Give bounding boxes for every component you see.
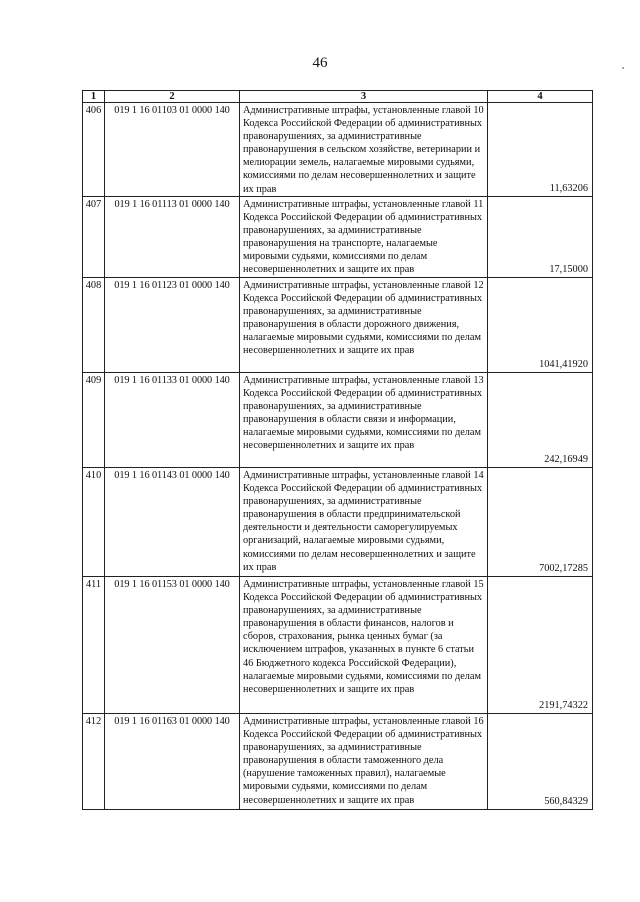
row-number: 409: [83, 373, 105, 468]
row-description: Административные штрафы, установленные главой 15 Кодекса Российской Федерации об административных правонарушениях, за административные правонарушения в области финансов, налогов и сборов, страхования, рынка ценных бумаг (за исключением штрафов, указанных в пункте 6 статьи 46 Бюджетного кодекса Российской Федерации), налагаемые мировыми судьями, комиссиями по делам несовершеннолетних и защите их прав: [240, 577, 488, 714]
row-number: 412: [83, 714, 105, 810]
row-amount: 560,84329: [488, 714, 593, 810]
table-row: [83, 197, 593, 278]
table-header: [83, 91, 593, 103]
header-col-2: 2: [105, 91, 240, 103]
scan-speck: [622, 67, 624, 69]
row-number: 408: [83, 278, 105, 373]
row-code: 019 1 16 01103 01 0000 140: [105, 103, 240, 197]
row-number: 410: [83, 468, 105, 577]
row-amount: 17,15000: [488, 197, 593, 278]
row-number: 406: [83, 103, 105, 197]
header-col-4: 4: [488, 91, 593, 103]
page-number: 46: [312, 55, 328, 71]
table-row: [83, 714, 593, 810]
row-amount: 2191,74322: [488, 577, 593, 714]
row-code: 019 1 16 01123 01 0000 140: [105, 278, 240, 373]
row-amount: 1041,41920: [488, 278, 593, 373]
row-amount: 7002,17285: [488, 468, 593, 577]
header-row: [83, 91, 593, 103]
row-number: 411: [83, 577, 105, 714]
table-row: [83, 278, 593, 373]
header-col-3: 3: [240, 91, 488, 103]
row-description: Административные штрафы, установленные главой 11 Кодекса Российской Федерации об административных правонарушениях, за административные правонарушения на транспорте, налагаемые мировыми судьями, комиссиями по делам несовершеннолетних и защите их прав: [240, 197, 488, 278]
table-row: [83, 103, 593, 197]
row-description: Административные штрафы, установленные главой 12 Кодекса Российской Федерации об административных правонарушениях, за административные правонарушения в области дорожного движения, налагаемые мировыми судьями, комиссиями по делам несовершеннолетних и защите их прав: [240, 278, 488, 373]
row-description: Административные штрафы, установленные главой 14 Кодекса Российской Федерации об административных правонарушениях, за административные правонарушения в области предпринимательской деятельности и деятельности саморегулируемых организаций, налагаемые мировыми судьями, комиссиями по делам несовершеннолетних и защите их прав: [240, 468, 488, 577]
row-description: Административные штрафы, установленные главой 16 Кодекса Российской Федерации об административных правонарушениях, за административные правонарушения в области таможенного дела (нарушение таможенных правил), налагаемые мировыми судьями, комиссиями по делам несовершеннолетних и защите их прав: [240, 714, 488, 810]
row-code: 019 1 16 01143 01 0000 140: [105, 468, 240, 577]
budget-table: [82, 90, 593, 810]
table-row: [83, 468, 593, 577]
row-code: 019 1 16 01163 01 0000 140: [105, 714, 240, 810]
row-code: 019 1 16 01113 01 0000 140: [105, 197, 240, 278]
table-row: [83, 577, 593, 714]
table-row: [83, 373, 593, 468]
row-amount: 11,63206: [488, 103, 593, 197]
header-col-1: 1: [83, 91, 105, 103]
row-description: Административные штрафы, установленные главой 13 Кодекса Российской Федерации об административных правонарушениях, за административные правонарушения в области связи и информации, налагаемые мировыми судьями, комиссиями по делам несовершеннолетних и защите их прав: [240, 373, 488, 468]
row-code: 019 1 16 01153 01 0000 140: [105, 577, 240, 714]
table-body: [83, 103, 593, 810]
row-code: 019 1 16 01133 01 0000 140: [105, 373, 240, 468]
row-description: Административные штрафы, установленные главой 10 Кодекса Российской Федерации об административных правонарушениях, за административные правонарушения в сельском хозяйстве, ветеринарии и мелиорации земель, налагаемые мировыми судьями, комиссиями по делам несовершеннолетних и защите их прав: [240, 103, 488, 197]
row-number: 407: [83, 197, 105, 278]
row-amount: 242,16949: [488, 373, 593, 468]
